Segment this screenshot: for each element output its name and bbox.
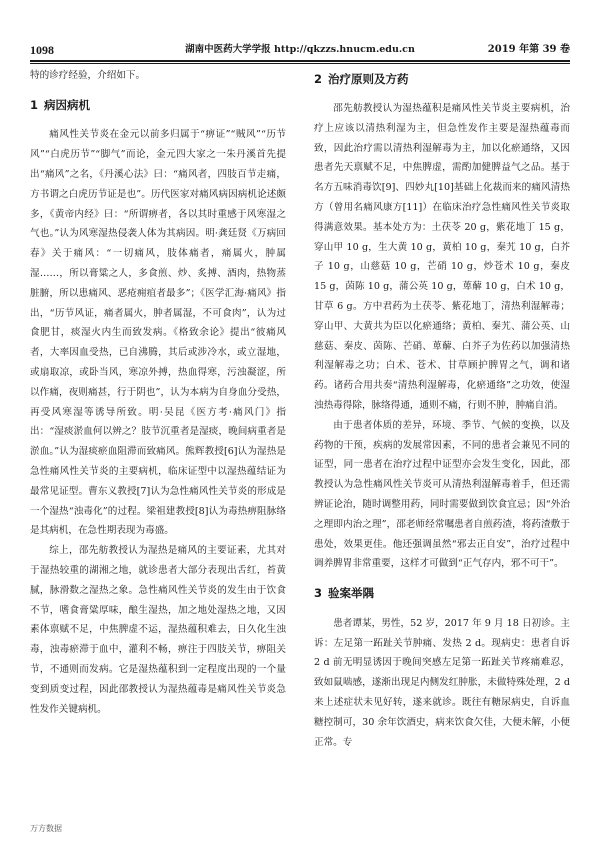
- section-1-heading: [30, 86, 286, 126]
- intro-text: 特的诊疗经验，介绍如下。: [30, 70, 146, 81]
- section-2-paragraph-1: 邵先舫教授认为湿热蕴积是痛风性关节炎主要病机，治疗上应该以清热利湿为主，但急性发作主要是湿热蕴毒而致，因此治疗需以清热利湿解毒为主，加以化瘀通络，又因患者先天禀赋不足，中焦脾虚，需酌加健脾益气之品。基于名方五味消毒饮[9]、四妙丸[10]基础上化裁而来的痛风清热方（曾用名痛风康方[11]）在临床治疗急性痛风性关节炎取得满意效果。基本处方为：土茯苓 20 g，紫花地丁 15 g，穿山甲 10 g，生大黄 10 g，黄柏 10 g，秦艽 10 g，白芥子 10 g，山慈菇 10 g，芒硝 10 g，炒苍术 10 g，秦皮 15 g，茵陈 10 g，蒲公英 10 g，萆薢 10 g，白术 10 g，甘草 6 g。方中君药为土茯苓、紫花地丁，清热利湿解毒；穿山甲、大黄共为臣以化瘀通络；黄柏、秦艽、蒲公英、山慈菇、秦皮、茵陈、芒硝、萆薢、白芥子为佐药以加强清热利湿解毒之功；白术、苍术、甘草顾护脾胃之气，调和诸药。诸药合用共奏“清热利湿解毒，化瘀通络”之功效，使湿浊热毒得除，脉络得通，通则不痛，行则不肿，肿痛自消。: [314, 103, 570, 411]
- section-3-number: 3: [314, 586, 323, 601]
- header-rule-thin: [30, 63, 570, 64]
- section-2-title: 治疗原则及方药: [328, 72, 409, 86]
- footer-watermark: 万方数据: [30, 824, 62, 833]
- right-column: [314, 66, 570, 752]
- page-header: [30, 42, 570, 58]
- section-2-paragraph-2: 由于患者体质的差异，环境、季节、气候的变换，以及药物的干预，疾病的发展常因素，不同的患者会兼见不同的证型，同一患者在治疗过程中证型亦会发生变化，因此，邵教授认为急性痛风性关节炎可从清热利湿解毒着手，但还需辨证论治，随时调整用药，同时需要做到饮食宜忌；因“外治之理即内治之理”，邵老师经常嘱患者自煎药渣，将药渣敷于患处，效果更佳。他还强调虽然“邪去正自安”，治疗过程中调养脾胃非常重要，这样才可做到“正气存内，邪不可干”。: [314, 419, 570, 570]
- left-column: [30, 66, 286, 719]
- section-3-paragraph-1: 患者谭某，男性，52 岁，2017 年 9 月 18 日初诊。主诉：左足第一跖趾关节肿痛、发热 2 d。现病史：患者自诉 2 d 前无明显诱因于晚间突感左足第一跖趾关节疼痛难忍，致如鼠啮感，遂渐出现足内侧发红肿胀，未做特殊处理，2 d 来上述症状未见好转，遂来就诊。既往有糖尿病史，自诉血糖控制可，30 余年饮酒史，病来饮食欠佳，大便未解，小便正常。专: [314, 617, 570, 748]
- page-number: 1098: [30, 43, 54, 57]
- section-1-paragraph-2: 综上，邵先舫教授认为湿热是痛风的主要证素，尤其对于湿热较重的湖湘之地，就诊患者大部分表现出舌红，苔黄腻，脉滑数之湿热之象。急性痛风性关节炎的发生由于饮食不节，嗜食膏粱厚味，酿生湿热，加之地处湿热之地，又因素体禀赋不足，中焦脾虚不运，湿热蕴积难去，日久化生浊毒，浊毒瘀滞于血中，灌利不畅，痹注于四肢关节，痹阻关节，不通则而发病。它是湿热蕴积到一定程度出现的一个量变到质变过程，因此邵教授认为湿热蕴毒是痛风性关节炎急性发作关键病机。: [30, 545, 286, 715]
- section-2-heading: [314, 66, 570, 99]
- section-3-title: 验案举隅: [328, 586, 375, 601]
- section-1-title: 病因病机: [44, 97, 91, 112]
- section-3-heading: [314, 574, 570, 614]
- section-1-number: 1: [30, 97, 39, 112]
- section-2-number: 2: [314, 72, 323, 86]
- section-1-paragraph-1: 痛风性关节炎在金元以前多归属于“痹证”“贼风”“历节风”“白虎历节”“脚气”而论，金元四大家之一朱丹溪首先提出“痛风”之名，《丹溪心法》曰：“痛风者，四肢百节走痛，方书谓之白虎历节证是也”。历代医家对痛风病因病机论述颇多，《黄帝内经》曰：“所谓痹者，各以其时重感于风寒湿之气也。”认为风寒湿热侵袭人体为其病因。明·龚廷贤《万病回春》关于痛风：“一切痛风，肢体痛者，痛属火，肿属湿……，所以膏粱之人，多食煎、炒、炙搏、酒肉，热物蒸脏腑，所以患痛风、恶疮痈疽者最多”；《医学汇海·痛风》指出，“历节风证，痛者属火，肿者属湿，不可食肉”，认为过食肥甘，痰湿火内生而致发病。《格致余论》提出“彼痛风者，大率因血受热，已自沸腾，其后或涉冷水，或立湿地，或扇取凉，或卧当风，寒凉外搏，热血得寒，污浊凝涩，所以作痛，夜则痛甚，行于阴也”，认为本病为自身血分受热，再受风寒湿等诱导所致。明·吴昆《医方考·痛风门》指出：“湿痰淤血何以辨之？肢节沉重者是湿痰，晚间病重者是淤血。”认为湿痰瘀血阻滞而致痛风。熊辉教授[6]认为湿热是急性痛风性关节炎的主要病机，临床证型中以湿热蕴结证为最常见证型。曹东义教授[7]认为急性痛风性关节炎的形成是一个湿热“浊毒化”的过程。梁祖建教授[8]认为毒热痹阻脉络是其病机，在急性期表现为毒盛。: [30, 129, 286, 537]
- journal-title: 湖南中医药大学学报 http://qkzzs.hnucm.edu.cn: [185, 44, 415, 55]
- issue-info: 2019 年第 39 卷: [487, 44, 570, 55]
- header-rule-thick: [30, 60, 570, 62]
